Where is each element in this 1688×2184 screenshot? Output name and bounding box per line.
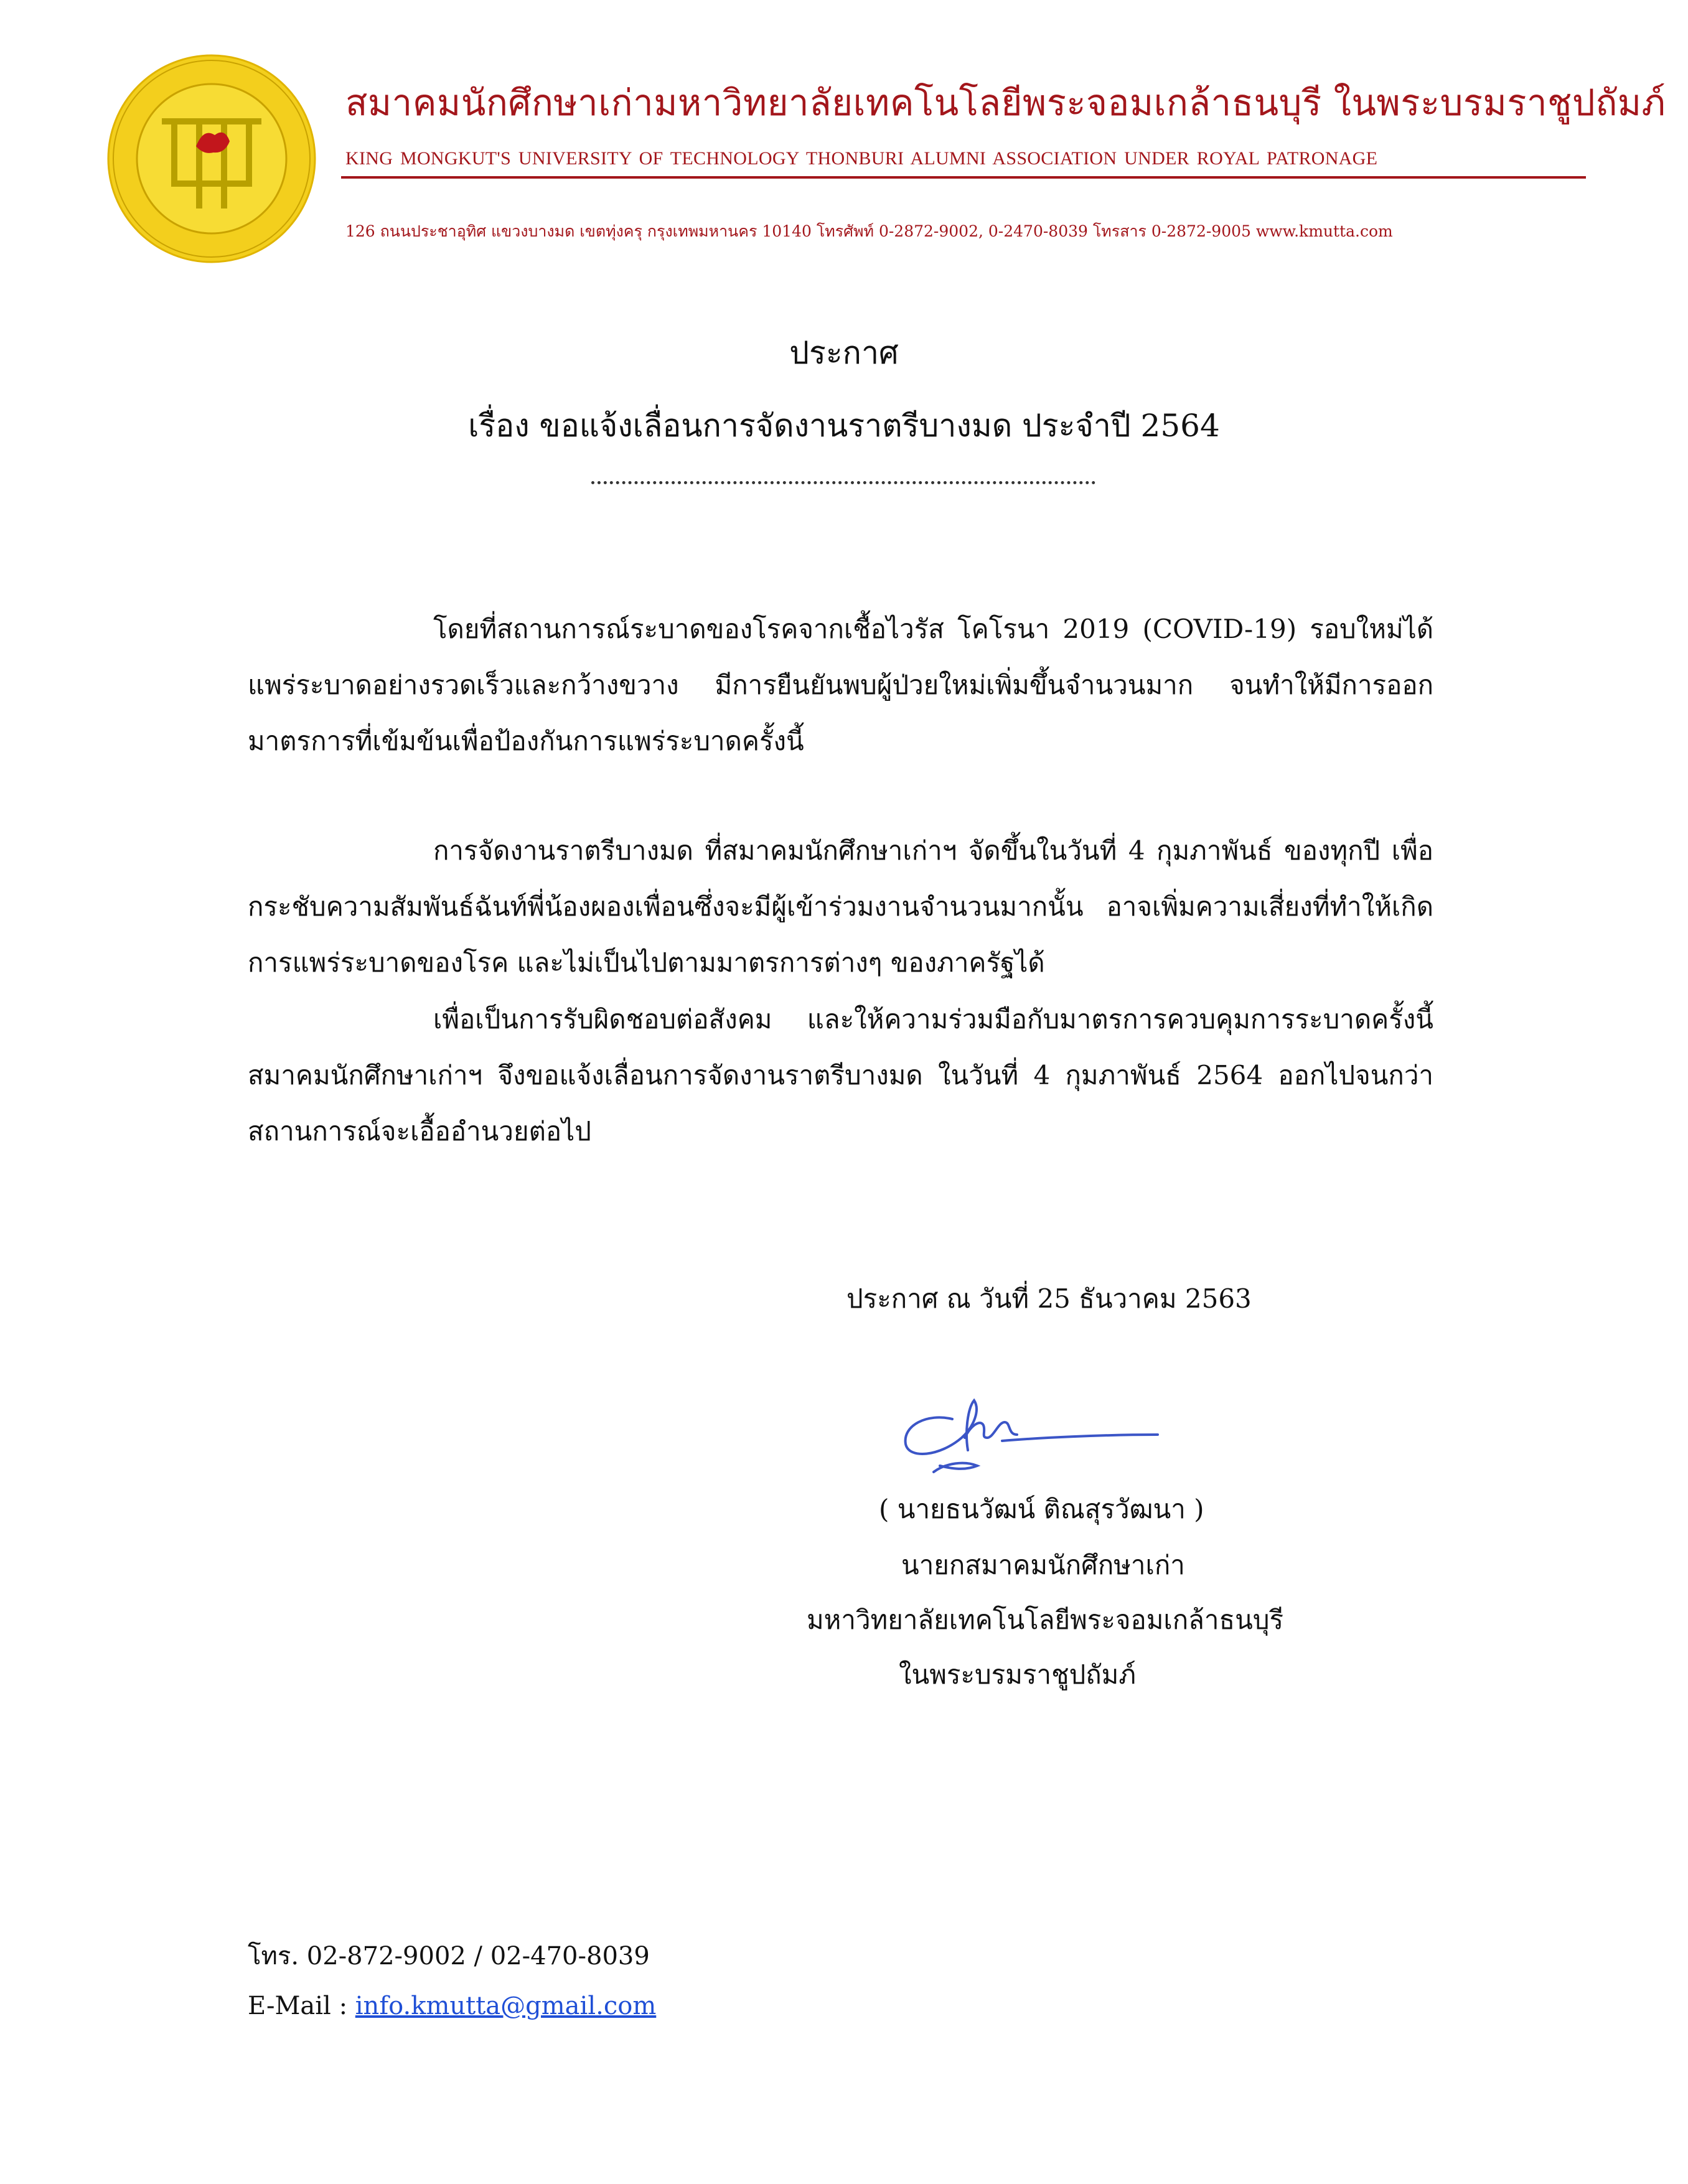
footer-email-label: E-Mail :	[248, 1992, 355, 2020]
footer-email-line	[248, 1992, 656, 2020]
header-org-name-en: KING MONGKUT'S UNIVERSITY OF TECHNOLOGY THONBURI ALUMNI ASSOCIATION UNDER ROYAL PATRONAGE	[345, 148, 1378, 169]
body-paragraph-2: การจัดงานราตรีบางมด ที่สมาคมนักศึกษาเก่าฯ จัดขึ้นในวันที่ 4 กุมภาพันธ์ ของทุกปี เพื่อกระชับความสัมพันธ์ฉันท์พี่น้องผองเพื่อนซึ่งจะมีผู้เข้าร่วมงานจำนวนมากนั้น อาจเพิ่มความเสี่ยงที่ทำให้เกิดการแพร่ระบาดของโรค และไม่เป็นไปตามมาตรการต่างๆ ของภาครัฐได้	[248, 835, 1433, 978]
header-address: 126 ถนนประชาอุทิศ แขวงบางมด เขตทุ่งครุ กรุงเทพมหานคร 10140 โทรศัพท์ 0-2872-9002, 0-2470-8039 โทรสาร 0-2872-9005 www.kmutta.com	[345, 222, 1393, 240]
header-org-name-th: สมาคมนักศึกษาเก่ามหาวิทยาลัยเทคโนโลยีพระจอมเกล้าธนบุรี ในพระบรมราชูปถัมภ์	[345, 82, 1666, 124]
body-paragraph-1: โดยที่สถานการณ์ระบาดของโรคจากเชื้อไวรัส โคโรนา 2019 (COVID-19) รอบใหม่ได้แพร่ระบาดอย่างรวดเร็วและกว้างขวาง มีการยืนยันพบผู้ป่วยใหม่เพิ่มขึ้นจำนวนมาก จนทำให้มีการออกมาตรการที่เข้มข้นเพื่อป้องกันการแพร่ระบาดครั้งนี้	[248, 614, 1433, 756]
signatory-name: ( นายธนวัฒน์ ติณสุรวัฒนา )	[879, 1494, 1204, 1524]
body-paragraph-3: เพื่อเป็นการรับผิดชอบต่อสังคม และให้ความร่วมมือกับมาตรการควบคุมการระบาดครั้งนี้ สมาคมนักศึกษาเก่าฯ จึงขอแจ้งเลื่อนการจัดงานราตรีบางมด ในวันที่ 4 กุมภาพันธ์ 2564 ออกไปจนกว่าสถานการณ์จะเอื้ออำนวยต่อไป	[248, 1004, 1433, 1146]
announcement-subject: เรื่อง ขอแจ้งเลื่อนการจัดงานราตรีบางมด ประจำปี 2564	[468, 408, 1220, 444]
signatory-title-2: มหาวิทยาลัยเทคโนโลยีพระจอมเกล้าธนบุรี	[807, 1605, 1284, 1635]
handwritten-signature	[878, 1376, 1170, 1494]
dotted-divider	[591, 481, 1095, 484]
association-seal-logo	[106, 53, 317, 265]
signatory-title-1: นายกสมาคมนักศึกษาเก่า	[901, 1550, 1185, 1580]
signatory-title-3: ในพระบรมราชูปถัมภ์	[899, 1659, 1137, 1690]
announcement-heading: ประกาศ	[789, 335, 899, 371]
footer-email-link[interactable]: info.kmutta@gmail.com	[355, 1992, 657, 2020]
footer-phone: โทร. 02-872-9002 / 02-470-8039	[248, 1942, 650, 1971]
announcement-date: ประกาศ ณ วันที่ 25 ธันวาคม 2563	[846, 1283, 1252, 1314]
header-rule	[341, 176, 1586, 179]
